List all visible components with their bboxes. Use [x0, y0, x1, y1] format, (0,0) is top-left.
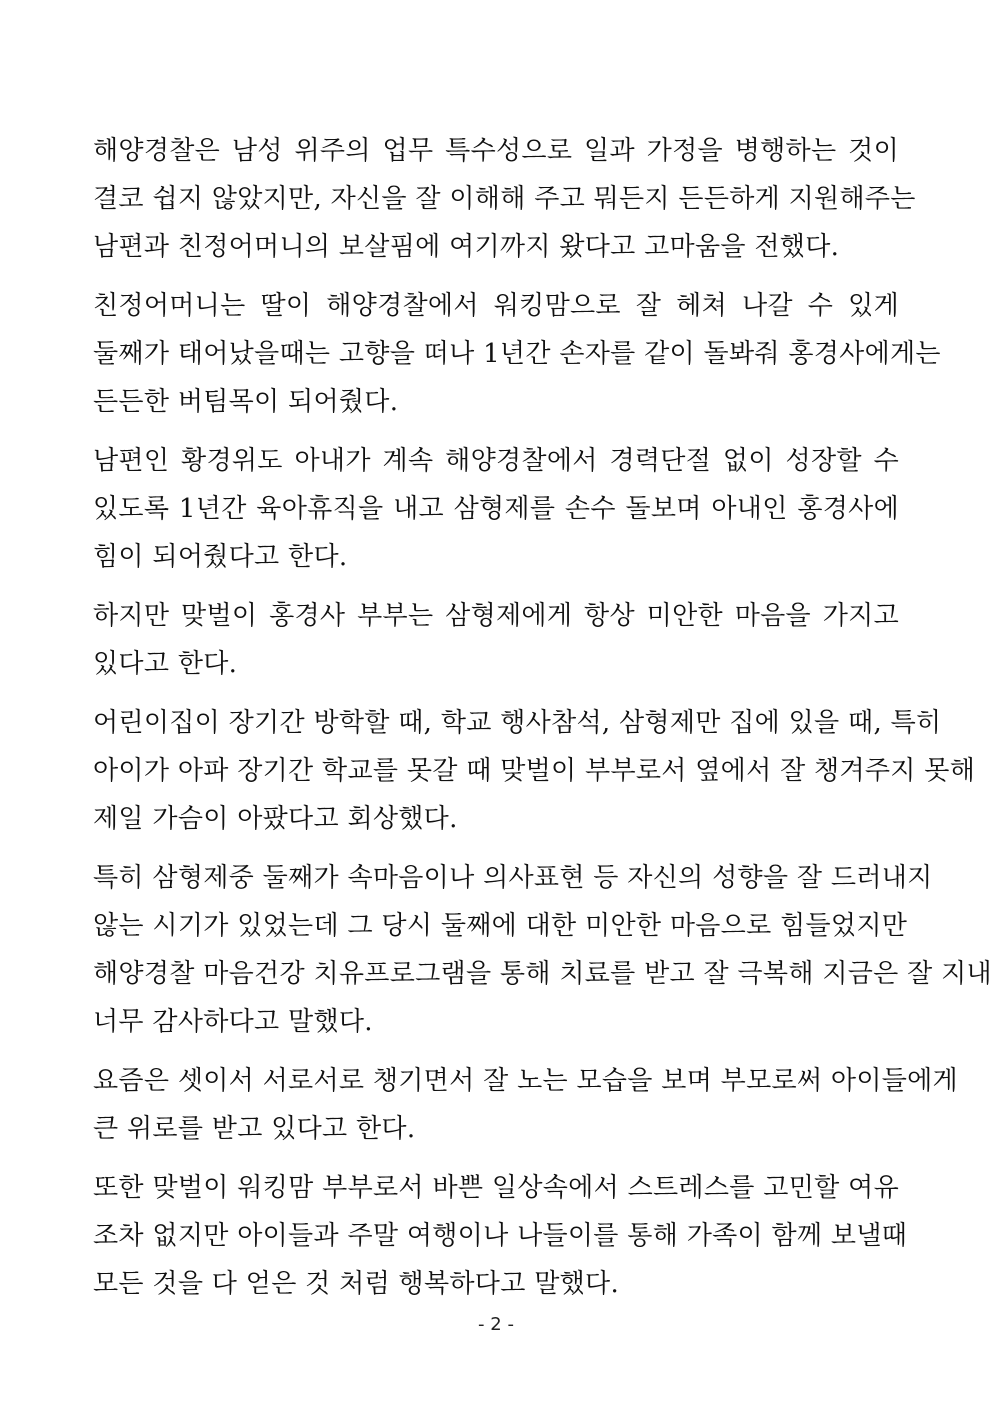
text-line: 둘째가 태어났을때는 고향을 떠나 1년간 손자를 같이 돌봐줘 홍경사에게는	[93, 339, 941, 369]
text-line: 제일 가슴이 아팠다고 회상했다.	[93, 804, 458, 834]
text-line: 하지만 맞벌이 홍경사 부부는 삼형제에게 항상 미안한 마음을 가지고	[93, 601, 899, 631]
paragraph-1	[93, 127, 916, 271]
text-line: 해양경찰은 남성 위주의 업무 특수성으로 일과 가정을 병행하는 것이	[93, 136, 899, 166]
text-line: 모든 것을 다 얻은 것 처럼 행복하다고 말했다.	[93, 1269, 620, 1299]
paragraph-7	[93, 1057, 958, 1153]
paragraph-4	[93, 592, 899, 688]
text-line: 있다고 한다.	[93, 649, 238, 679]
text-line: 특히 삼형제중 둘째가 속마음이나 의사표현 등 자신의 성향을 잘 드러내지	[93, 863, 933, 893]
text-line: 조차 없지만 아이들과 주말 여행이나 나들이를 통해 가족이 함께 보낼때	[93, 1221, 908, 1251]
paragraph-3	[93, 437, 899, 581]
text-line: 든든한 버팀목이 되어줬다.	[93, 387, 399, 417]
text-line: 또한 맞벌이 워킹맘 부부로서 바쁜 일상속에서 스트레스를 고민할 여유	[93, 1173, 899, 1203]
document-body	[93, 127, 992, 1319]
paragraph-6	[93, 854, 992, 1046]
text-line: 아이가 아파 장기간 학교를 못갈 때 맞벌이 부부로서 옆에서 잘 챙겨주지 못해	[93, 756, 976, 786]
text-line: 큰 위로를 받고 있다고 한다.	[93, 1114, 416, 1144]
text-line: 너무 감사하다고 말했다.	[93, 1007, 373, 1037]
text-line: 힘이 되어줬다고 한다.	[93, 542, 348, 572]
paragraph-2	[93, 282, 941, 426]
text-line: 해양경찰 마음건강 치유프로그램을 통해 치료를 받고 잘 극복해 지금은 잘 지내	[93, 959, 992, 989]
text-line: 남편과 친정어머니의 보살핌에 여기까지 왔다고 고마움을 전했다.	[93, 232, 840, 262]
paragraph-5	[93, 699, 976, 843]
text-line: 남편인 황경위도 아내가 계속 해양경찰에서 경력단절 없이 성장할 수	[93, 446, 899, 476]
text-line: 결코 쉽지 않았지만, 자신을 잘 이해해 주고 뭐든지 든든하게 지원해주는	[93, 184, 916, 214]
paragraph-8	[93, 1164, 908, 1308]
text-line: 있도록 1년간 육아휴직을 내고 삼형제를 손수 돌보며 아내인 홍경사에	[93, 494, 899, 524]
text-line: 않는 시기가 있었는데 그 당시 둘째에 대한 미안한 마음으로 힘들었지만	[93, 911, 908, 941]
page-number: - 2 -	[478, 1314, 514, 1335]
text-line: 어린이집이 장기간 방학할 때, 학교 행사참석, 삼형제만 집에 있을 때, 특히	[93, 708, 942, 738]
text-line: 요즘은 셋이서 서로서로 챙기면서 잘 노는 모습을 보며 부모로써 아이들에게	[93, 1066, 958, 1096]
text-line: 친정어머니는 딸이 해양경찰에서 워킹맘으로 잘 헤쳐 나갈 수 있게	[93, 291, 899, 321]
